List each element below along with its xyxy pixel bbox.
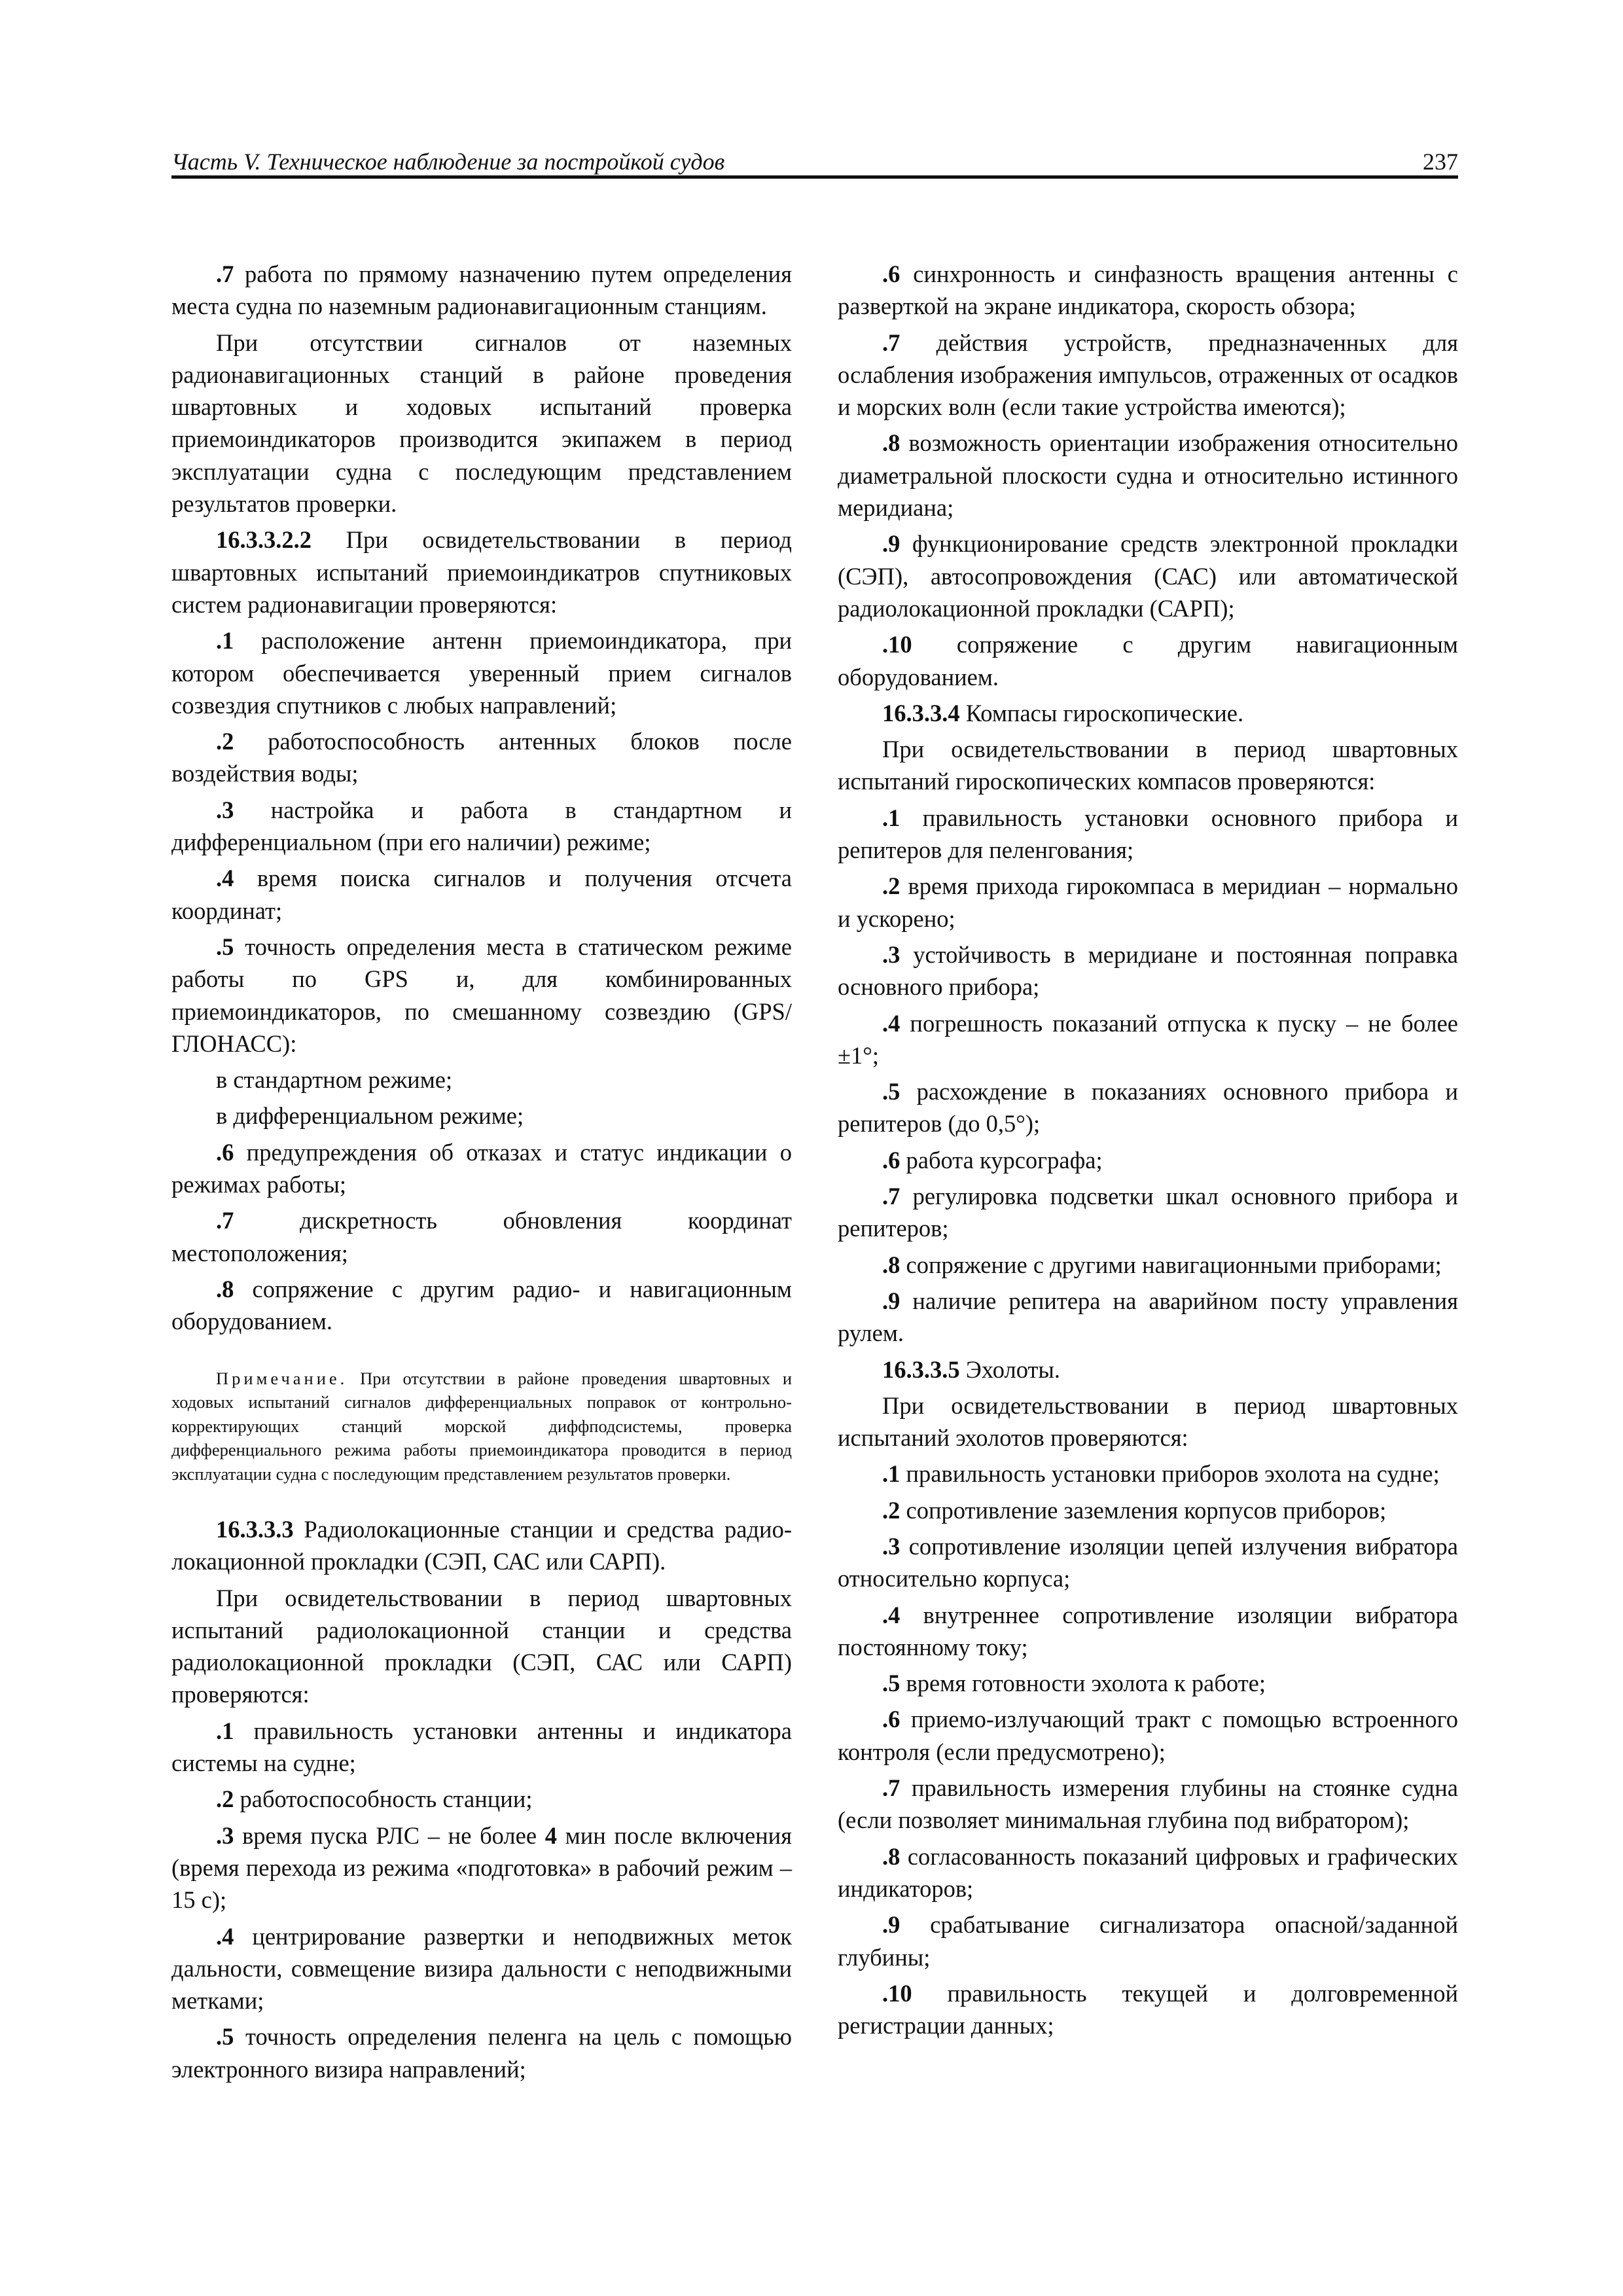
item-number: .7 [882, 1774, 901, 1802]
list-item: .9 срабатывание сигнализатора опасной/заданной глубины; [838, 1911, 1458, 1971]
list-item: .8 возможность ориентации изображения относительно диаметральной плоскости судна и относительно истинного меридиана; [838, 429, 1458, 522]
item-number: .8 [216, 1275, 234, 1302]
list-item: .1 правильность установки приборов эхолота на судне; [882, 1460, 1440, 1488]
paragraph: При освидетельствовании в период швартовных испытаний гироскопических компасов проверяются: [838, 736, 1458, 795]
item-number: .3 [882, 941, 901, 968]
list-item: .2 работоспособность станции; [216, 1785, 533, 1813]
list-item: .2 время прихода гирокомпаса в меридиан – нормально и ускорено; [838, 872, 1458, 932]
item-number: .1 [882, 1460, 901, 1488]
list-item: .8 сопряжение с другими навигационными приборами; [882, 1251, 1442, 1278]
paragraph: При освидетельствовании в период швартовных испытаний радиолокационной станции и средства радиолокационной прокладки (СЭП, САС или САРП) проверяются: [171, 1584, 792, 1708]
list-item: .6 синхронность и синфазность вращения антенны с разверткой на экране индикатора, скорость обзора; [838, 260, 1458, 320]
list-item: .5 точность определения места в статическом режиме работы по GPS и, для комбинированных приемоиндикаторов, по смешанному созвездию (GPS/ГЛОНАСС): [171, 933, 792, 1057]
item-number: .9 [882, 1287, 901, 1314]
left-column [171, 258, 792, 2089]
list-item: .7 регулировка подсветки шкал основного прибора и репитеров; [838, 1183, 1458, 1242]
item-number: .4 [216, 865, 234, 892]
item-number: .7 [216, 1207, 234, 1234]
running-header-title: Часть V. Техническое наблюдение за постройкой судов [171, 149, 725, 175]
section-number: 16.3.3.2.2 [216, 526, 312, 554]
paragraph: При отсутствии сигналов от наземных радионавигационных станций в районе проведения швартовных и ходовых испытаний проверка приемоиндикаторов производится экипажем в период эксплуатации судна с последующим представлением результатов проверки. [171, 329, 792, 518]
item-number: .6 [882, 1706, 901, 1733]
list-item: .3 сопротивление изоляции цепей излучения вибратора относительно корпуса; [838, 1532, 1458, 1592]
item-number: .7 [882, 1183, 901, 1210]
item-number: .1 [882, 804, 901, 831]
list-item: .10 сопряжение с другим навигационным оборудованием. [838, 631, 1458, 691]
item-number: .10 [882, 1979, 912, 2007]
item-number: .6 [216, 1138, 234, 1166]
item-number: .2 [216, 728, 234, 755]
section-paragraph: 16.3.3.4 Компасы гироскопические. [882, 699, 1244, 726]
item-number: .3 [882, 1532, 901, 1560]
list-item: .7 дискретность обновления координат местоположения; [171, 1207, 792, 1266]
list-item: .9 наличие репитера на аварийном посту управления рулем. [838, 1287, 1458, 1347]
section-number: 16.3.3.4 [882, 699, 960, 726]
item-number: .6 [882, 1146, 901, 1174]
list-item: .1 правильность установки основного прибора и репитеров для пеленгования; [838, 804, 1458, 864]
item-number: .4 [882, 1009, 901, 1037]
header-rule [171, 175, 1458, 179]
item-number: .1 [216, 627, 234, 655]
section-paragraph: 16.3.3.3 Радиолокационные станции и средства радио-локационной прокладки (СЭП, САС или САРП). [171, 1516, 792, 1575]
list-item: .5 точность определения пеленга на цель с помощью электронного визира направлений; [171, 2023, 792, 2083]
list-item: .6 работа курсографа; [882, 1146, 1103, 1174]
list-item: .5 время готовности эхолота к работе; [882, 1670, 1266, 1697]
sub-item: в стандартном режиме; [216, 1066, 453, 1094]
list-item: .7 правильность измерения глубины на стоянке судна (если позволяет минимальная глубина под вибратором); [838, 1774, 1458, 1834]
list-item: .5 расхождение в показаниях основного прибора и репитеров (до 0,5°); [838, 1078, 1458, 1138]
item-number: .1 [216, 1717, 234, 1744]
page-number: 237 [1423, 149, 1458, 175]
list-item: .3 устойчивость в меридиане и постоянная поправка основного прибора; [838, 941, 1458, 1001]
list-item: .6 предупреждения об отказах и статус индикации о режимах работы; [171, 1138, 792, 1198]
list-item: .1 правильность установки антенны и индикатора системы на судне; [171, 1717, 792, 1777]
list-item: .4 центрирование развертки и неподвижных меток дальности, совмещение визира дальности с неподвижными метками; [171, 1922, 792, 2015]
item-number: .5 [216, 2023, 234, 2051]
note: Примечание. При отсутствии в районе проведения швартовных и ходовых испытаний сигналов дифференциальных поправок от контрольно-корректирующих станций морской диффподсистемы, проверка дифференциального режима работы приемоиндикатора проводится в период эксплуатации судна с последующим представлением результатов проверки. [171, 1368, 792, 1484]
item-number: .6 [882, 260, 901, 287]
list-item: .8 согласованность показаний цифровых и графических индикаторов; [838, 1842, 1458, 1902]
paragraph: При освидетельствовании в период швартовных испытаний эхолотов проверяются: [838, 1391, 1458, 1452]
list-item: .3 настройка и работа в стандартном и дифференциальном (при его наличии) режиме; [171, 796, 792, 856]
item-number: .7 [882, 329, 901, 356]
list-item: .6 приемо-излучающий тракт с помощью встроенного контроля (если предусмотрено); [838, 1706, 1458, 1765]
list-item: .4 время поиска сигналов и получения отсчета координат; [171, 865, 792, 924]
item-number: .2 [882, 1496, 901, 1524]
list-item: .1 расположение антенн приемоиндикатора, при котором обеспечивается уверенный прием сигналов созвездия спутников с любых направлений; [171, 627, 792, 719]
item-number: .10 [882, 631, 912, 658]
item-number: .5 [882, 1078, 901, 1105]
item-number: .2 [882, 872, 901, 900]
item-number: .3 [216, 796, 234, 823]
item-number: .4 [216, 1922, 234, 1950]
list-item: .7 действия устройств, предназначенных для ослабления изображения импульсов, отраженных от осадков и морских волн (если такие устройства имеются); [838, 329, 1458, 421]
running-header [171, 145, 1458, 179]
section-paragraph: 16.3.3.2.2 При освидетельствовании в период швартовных испытаний приемоиндикатров спутниковых систем радионавигации проверяются: [171, 526, 792, 618]
section-paragraph: 16.3.3.5 Эхолоты. [882, 1355, 1061, 1383]
item-number: .4 [882, 1601, 901, 1628]
item-number: .5 [216, 933, 234, 960]
item-number: .9 [882, 530, 901, 558]
list-item: .4 погрешность показаний отпуска к пуску – не более ±1°; [838, 1009, 1458, 1069]
sub-item: в дифференциальном режиме; [216, 1102, 524, 1130]
list-item: .3 время пуска РЛС – не более 4 мин после включения (время перехода из режима «подготовка» в рабочий режим – 15 с); [171, 1821, 792, 1914]
section-number: 16.3.3.3 [216, 1516, 294, 1543]
item-number: .3 [216, 1821, 234, 1849]
item-number: .9 [882, 1911, 901, 1939]
list-item: .4 внутреннее сопротивление изоляции вибратора постоянному току; [838, 1601, 1458, 1660]
paragraph: .7 работа по прямому назначению путем определения места судна по наземным радионавигационным станциям. [171, 260, 792, 320]
section-number: 16.3.3.5 [882, 1355, 960, 1383]
item-number: .5 [882, 1670, 901, 1697]
item-number: .7 [216, 260, 234, 287]
list-item: .2 сопротивление заземления корпусов приборов; [882, 1496, 1387, 1524]
list-item: .8 сопряжение с другим радио- и навигационным оборудованием. [171, 1275, 792, 1335]
item-number: .8 [882, 1842, 901, 1870]
list-item: .9 функционирование средств электронной прокладки (СЭП), автосопровождения (САС) или автоматической радиолокационной прокладки (САРП); [838, 530, 1458, 622]
item-number: .2 [216, 1785, 234, 1813]
item-number: .8 [882, 429, 901, 457]
list-item: .2 работоспособность антенных блоков после воздействия воды; [171, 728, 792, 787]
right-column [838, 258, 1458, 2045]
item-number: .8 [882, 1251, 901, 1278]
list-item: .10 правильность текущей и долговременной регистрации данных; [838, 1979, 1458, 2039]
note-label: Примечание. [216, 1368, 348, 1388]
